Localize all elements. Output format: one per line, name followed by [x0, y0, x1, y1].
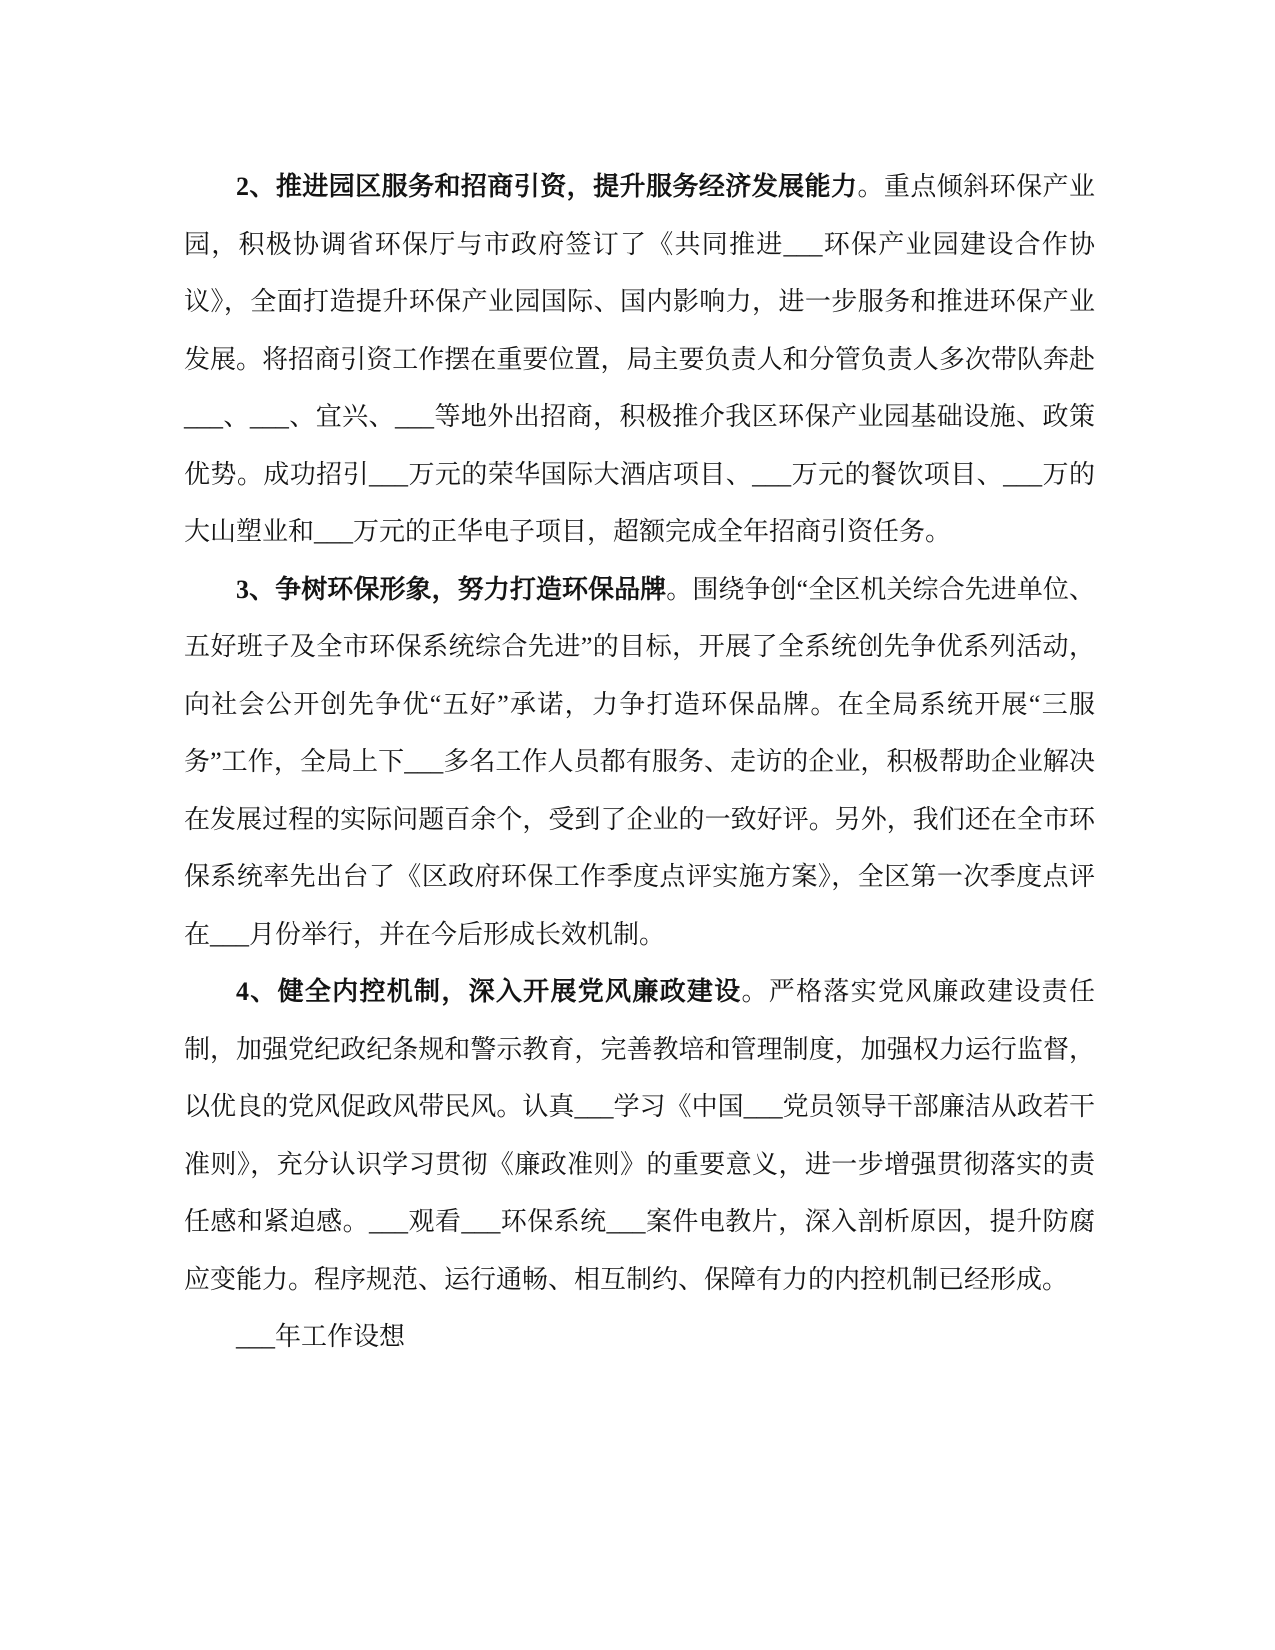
paragraph-item-3-heading: 3、争树环保形象，努力打造环保品牌 [236, 574, 667, 604]
paragraph-item-3 [184, 561, 1095, 964]
paragraph-work-plan-text: ___年工作设想 [236, 1322, 406, 1351]
paragraph-item-2-heading: 2、推进园区服务和招商引资，提升服务经济发展能力 [236, 172, 858, 201]
paragraph-item-4 [184, 963, 1095, 1308]
paragraph-item-4-heading: 4、健全内控机制，深入开展党风廉政建设 [236, 977, 742, 1006]
document-body [184, 158, 1095, 1366]
paragraph-item-2 [184, 158, 1095, 561]
paragraph-item-3-text: 。围绕争创“全区机关综合先进单位、五好班子及全市环保系统综合先进”的目标，开展了全系统创先争优系列活动，向社会公开创先争优“五好”承诺，力争打造环保品牌。在全局系统开展“三服务”工作，全局上下___多名工作人员都有服务、走访的企业，积极帮助企业解决在发展过程的实际问题百余个，受到了企业的一致好评。另外，我们还在全市环保系统率先出台了《区政府环保工作季度点评实施方案》，全区第一次季度点评在___月份举行，并在今后形成长效机制。 [184, 574, 1095, 949]
paragraph-work-plan [184, 1308, 1095, 1366]
paragraph-item-4-text: 。严格落实党风廉政建设责任制，加强党纪政纪条规和警示教育，完善教培和管理制度，加强权力运行监督，以优良的党风促政风带民风。认真___学习《中国___党员领导干部廉洁从政若干准则》，充分认识学习贯彻《廉政准则》的重要意义，进一步增强贯彻落实的责任感和紧迫感。___观看___环保系统___案件电教片，深入剖析原因，提升防腐应变能力。程序规范、运行通畅、相互制约、保障有力的内控机制已经形成。 [184, 977, 1095, 1294]
paragraph-item-2-text: 。重点倾斜环保产业园，积极协调省环保厅与市政府签订了《共同推进___环保产业园建设合作协议》，全面打造提升环保产业园国际、国内影响力，进一步服务和推进环保产业发展。将招商引资工作摆在重要位置，局主要负责人和分管负责人多次带队奔赴___、___、宜兴、___等地外出招商，积极推介我区环保产业园基础设施、政策优势。成功招引___万元的荣华国际大酒店项目、___万元的餐饮项目、___万的大山塑业和___万元的正华电子项目，超额完成全年招商引资任务。 [184, 172, 1095, 546]
